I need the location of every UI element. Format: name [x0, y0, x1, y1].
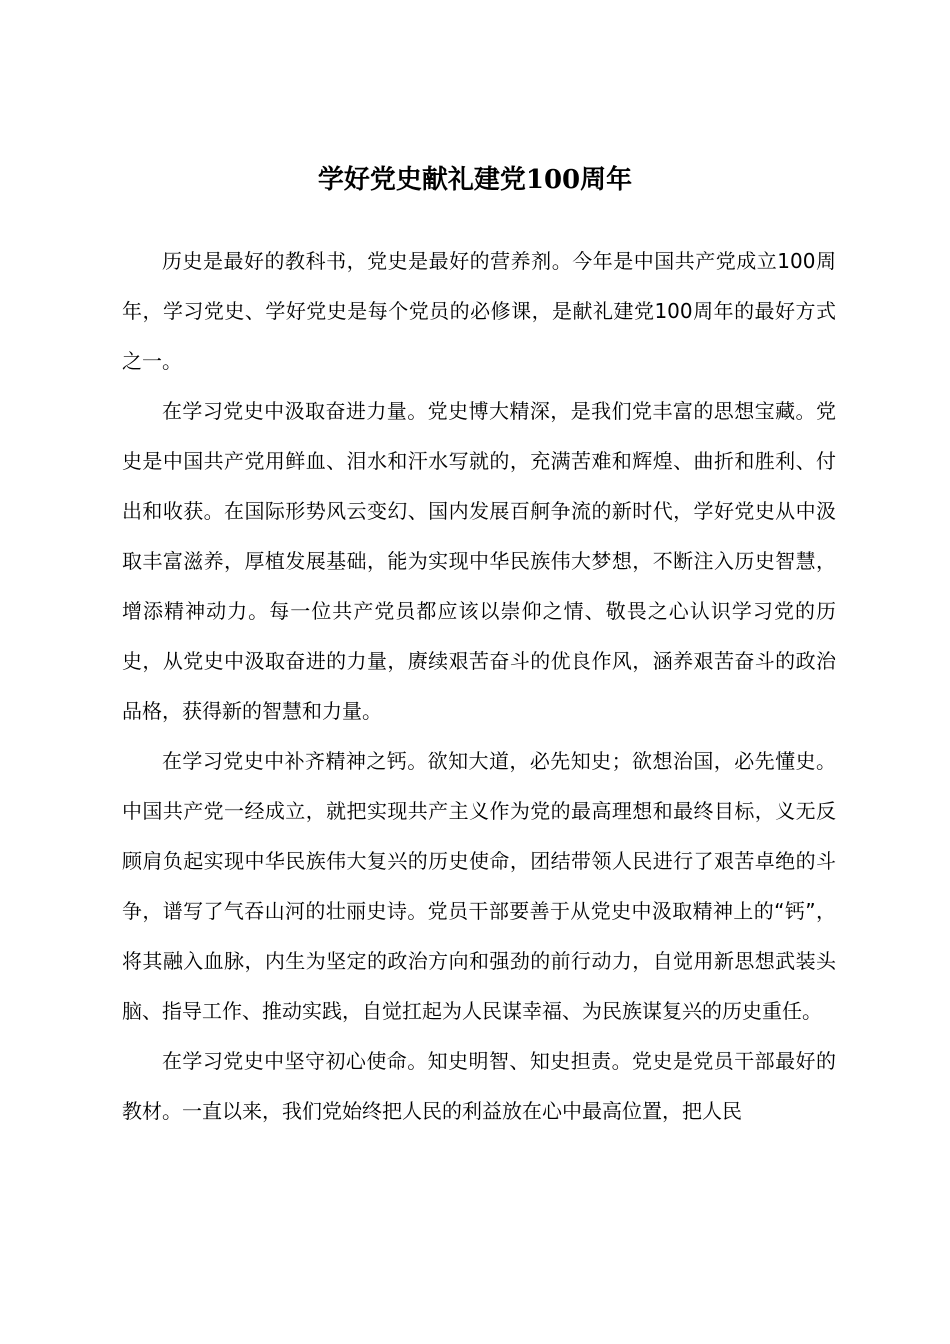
- paragraph-strength: 在学习党史中汲取奋进力量。党史博大精深，是我们党丰富的思想宝藏。党史是中国共产党用鲜血、泪水和汗水写就的，充满苦难和辉煌、曲折和胜利、付出和收获。在国际形势风云变幻、国内发展百舸争流的新时代，学好党史从中汲取丰富滋养，厚植发展基础，能为实现中华民族伟大梦想，不断注入历史智慧，增添精神动力。每一位共产党员都应该以崇仰之情、敬畏之心认识学习党的历史，从党史中汲取奋进的力量，赓续艰苦奋斗的优良作风，涵养艰苦奋斗的政治品格，获得新的智慧和力量。: [122, 399, 836, 723]
- document-title: 学好党史献礼建党100周年: [317, 165, 633, 195]
- paragraph-spirit: 在学习党史中补齐精神之钙。欲知大道，必先知史；欲想治国，必先懂史。中国共产党一经成立，就把实现共产主义作为党的最高理想和最终目标，义无反顾肩负起实现中华民族伟大复兴的历史使命，团结带领人民进行了艰苦卓绝的斗争，谱写了气吞山河的壮丽史诗。党员干部要善于从党史中汲取精神上的“钙”，将其融入血脉，内生为坚定的政治方向和强劲的前行动力，自觉用新思想武装头脑、指导工作、推动实践，自觉扛起为人民谋幸福、为民族谋复兴的历史重任。: [122, 749, 836, 1023]
- document-body: [122, 236, 836, 1136]
- paragraph-mission: 在学习党史中坚守初心使命。知史明智、知史担责。党史是党员干部最好的教材。一直以来，我们党始终把人民的利益放在心中最高位置，把人民: [122, 1049, 836, 1123]
- paragraph-intro: 历史是最好的教科书，党史是最好的营养剂。今年是中国共产党成立100周年，学习党史、学好党史是每个党员的必修课，是献礼建党100周年的最好方式之一。: [122, 249, 836, 373]
